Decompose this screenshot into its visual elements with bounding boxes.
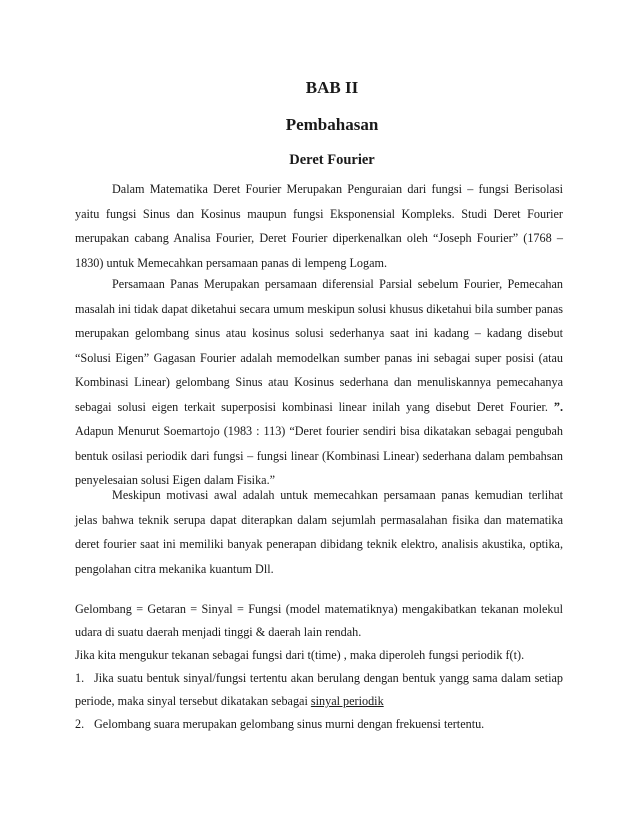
paragraph-heat-equation-text-a: Persamaan Panas Merupakan persamaan diferensial Parsial sebelum Fourier, Pemecahan masalah ini tidak dapat diketahui secara umum meskipun solusi khusus diketahui bila sumber panas merupakan gelombang sinus atau kosinus solusi sederhanya saat ini kadang – kadang disebut “Solusi Eigen” Gagasan Fourier adalah memodelkan sumber panas ini sebagai super posisi (atau Kombinasi Linear) gelombang Sinus atau Kosinus sederhana dan menuliskannya pemecahanya sebagai solusi eigen terkait superposisi kombinasi linear inilah yang disebut Deret Fourier. — [75, 277, 563, 414]
paragraph-heat-equation-text-b: Adapun Menurut Soemartojo (1983 : 113) “Deret fourier sendiri bisa dikatakan sebagai pengubah bentuk osilasi periodik dari fungsi – fungsi linear (Kombinasi Linear) sederhana dalam pembahsan penyelesaian solusi Eigen dalam Fisika.” — [75, 424, 563, 487]
paragraph-heat-equation — [75, 272, 563, 493]
list-item-number: 1. — [75, 671, 85, 685]
list-item — [75, 713, 563, 736]
list-item — [75, 667, 563, 713]
paragraph-applications: Meskipun motivasi awal adalah untuk memecahkan persamaan panas kemudian terlihat jelas bahwa teknik serupa dapat diterapkan dalam sejumlah permasalahan fisika dan matematika deret fourier saat ini memiliki banyak penerapan dibidang teknik elektro, analisis akustika, optika, pengolahan citra mekanika kuantum Dll. — [75, 488, 563, 576]
notes-wave-definition: Gelombang = Getaran = Sinyal = Fungsi (model matematiknya) mengakibatkan tekanan molekul udara di suatu daerah menjadi tinggi & daerah lain rendah. — [75, 602, 563, 639]
section-title: Deret Fourier — [289, 152, 375, 168]
notes-definition — [75, 598, 563, 644]
notes-periodic-function: Jika kita mengukur tekanan sebagai fungsi dari t(time) , maka diperoleh fungsi periodik f(t). — [75, 648, 525, 662]
notes-list — [75, 644, 563, 736]
paragraph-intro: Dalam Matematika Deret Fourier Merupakan Penguraian dari fungsi – fungsi Berisolasi yaitu fungsi Sinus dan Kosinus maupun fungsi Eksponensial Kompleks. Studi Deret Fourier merupakan cabang Analisa Fourier, Deret Fourier diperkenalkan oleh “Joseph Fourier” (1768 – 1830) untuk Memecahkan persamaan panas di lempeng Logam. — [75, 182, 563, 270]
chapter-heading: BAB II — [305, 78, 359, 97]
paragraph-heat-equation-mark: ”. — [547, 399, 563, 414]
list-item-text: Gelombang suara merupakan gelombang sinus murni dengan frekuensi tertentu. — [94, 717, 485, 731]
list-item-text: Jika suatu bentuk sinyal/fungsi tertentu akan berulang dengan bentuk yangg sama dalam setiap periode, maka sinyal tersebut dikatakan sebagai — [75, 671, 563, 708]
chapter-title: Pembahasan — [285, 115, 379, 134]
list-item-number: 2. — [75, 717, 85, 731]
periodic-signal-term: sinyal periodik — [310, 694, 384, 708]
